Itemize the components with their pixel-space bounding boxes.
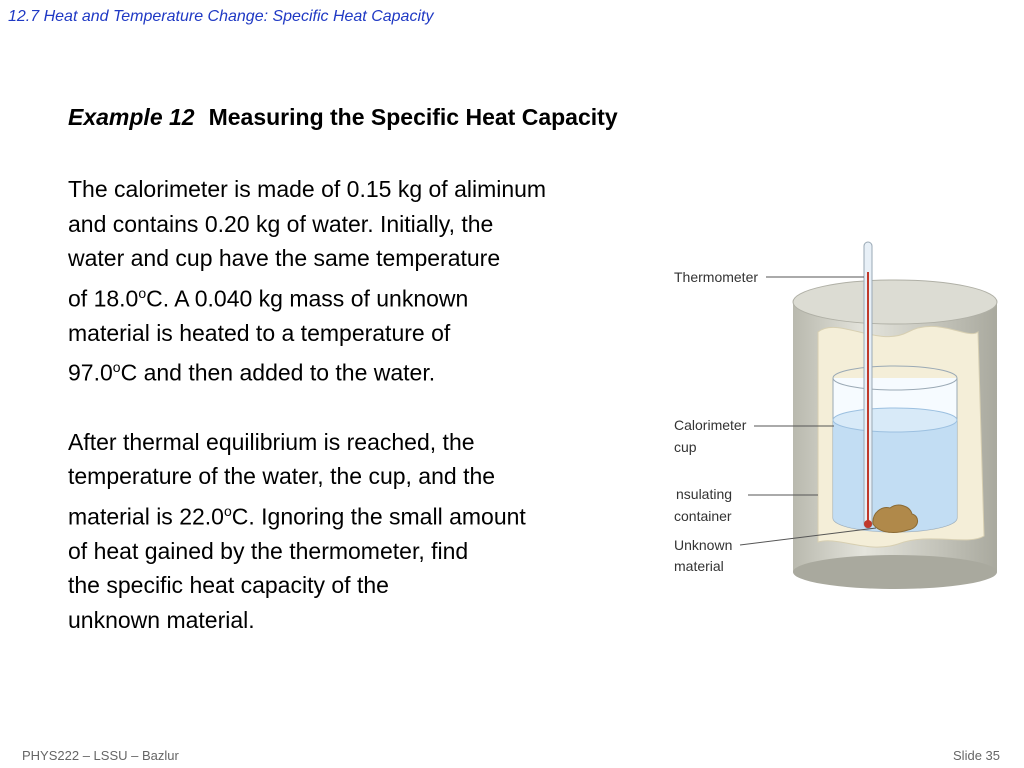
label-insulating: nsulating: [676, 486, 733, 502]
text-line: [68, 494, 668, 534]
label-insulating-container: container: [674, 508, 732, 524]
thermometer: [864, 242, 872, 528]
text-segment: C. Ignoring the small amount: [231, 503, 526, 530]
calorimeter-figure: [668, 236, 1008, 596]
text-segment: material is 22.0: [68, 503, 224, 530]
text-line: and contains 0.20 kg of water. Initially, the: [68, 210, 494, 237]
degree-superscript: o: [223, 502, 232, 519]
section-title: 12.7 Heat and Temperature Change: Specific Heat Capacity: [8, 8, 434, 25]
text-line: [68, 276, 668, 316]
example-title: Measuring the Specific Heat Capacity: [208, 104, 618, 130]
text-line: the specific heat capacity of the: [68, 572, 389, 599]
text-line: [68, 350, 668, 390]
footer-course: PHYS222 – LSSU – Bazlur: [22, 748, 179, 763]
label-unknown: Unknown: [674, 537, 733, 553]
label-thermometer: Thermometer: [674, 269, 759, 285]
text-segment: of 18.0: [68, 285, 139, 312]
text-line: temperature of the water, the cup, and the: [68, 463, 496, 490]
degree-superscript: o: [138, 284, 147, 301]
example-label: Example 12: [68, 104, 195, 130]
problem-text: [68, 172, 668, 637]
text-line: material is heated to a temperature of: [68, 319, 451, 346]
label-calorimeter-cup: cup: [674, 439, 697, 455]
text-line: The calorimeter is made of 0.15 kg of aliminum: [68, 176, 547, 202]
text-line: of heat gained by the thermometer, find: [68, 537, 469, 564]
text-segment: C. A 0.040 kg mass of unknown: [146, 285, 469, 312]
label-calorimeter: Calorimeter: [674, 417, 747, 433]
example-heading: [68, 104, 618, 131]
text-line: unknown material.: [68, 606, 255, 633]
text-line: water and cup have the same temperature: [68, 245, 501, 271]
label-unknown-material: material: [674, 558, 724, 574]
text-line: After thermal equilibrium is reached, the: [68, 428, 475, 455]
footer-slide-number: Slide 35: [953, 748, 1000, 763]
text-segment: C and then added to the water.: [120, 359, 436, 386]
text-segment: 97.0: [68, 359, 113, 386]
degree-superscript: o: [112, 359, 121, 376]
